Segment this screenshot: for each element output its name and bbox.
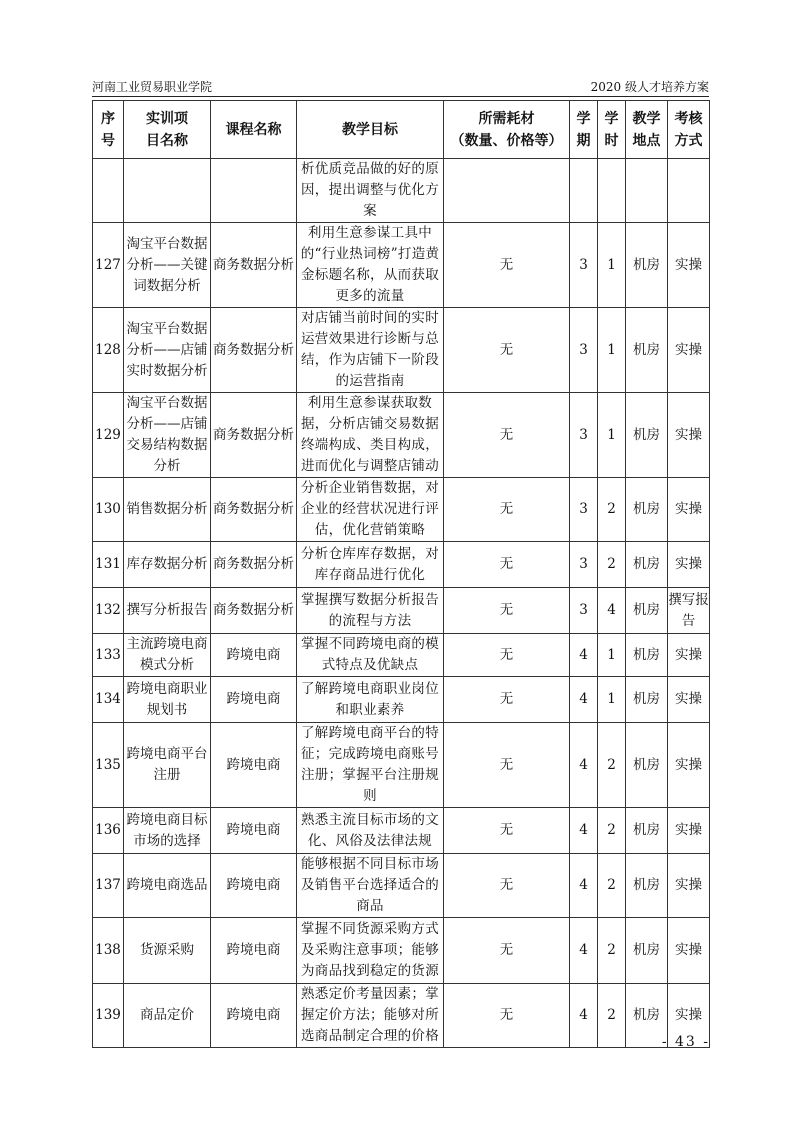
table-row: 132 撰写分析报告 商务数据分析 掌握撰写数据分析报告的流程与方法 无 3 4 机房 撰写报告 [93, 588, 710, 634]
col-hours: 学 时 [598, 101, 626, 159]
table-row: 128 淘宝平台数据分析——店铺实时数据分析 商务数据分析 对店铺当前时间的实时运营效果进行诊断与总结，作为店铺下一阶段的运营指南 无 3 1 机房 实操 [93, 308, 710, 393]
table-row: 134 跨境电商职业规划书 跨境电商 了解跨境电商职业岗位和职业素养 无 4 1 机房 实操 [93, 677, 710, 723]
table-row-continuation [93, 159, 710, 223]
continuation-goal: 析优质竞品做的好的原因，提出调整与优化方案 [297, 159, 444, 223]
training-table [92, 100, 710, 1048]
table-header-row [93, 101, 710, 159]
table-row: 138 货源采购 跨境电商 掌握不同货源采购方式及采购注意事项；能够为商品找到稳定的货源 无 4 2 机房 实操 [93, 918, 710, 984]
table-row: 137 跨境电商选品 跨境电商 能够根据不同目标市场及销售平台选择适合的商品 无 4 2 机房 实操 [93, 854, 710, 918]
page-number: - 43 - [661, 1034, 710, 1050]
table-row: 129 淘宝平台数据分析——店铺交易结构数据分析 商务数据分析 利用生意参谋获取数据，分析店铺交易数据终端构成、类目构成，进而优化与调整店铺动 无 3 1 机房 实操 [93, 393, 710, 478]
page-header [92, 76, 709, 97]
table-row: 133 主流跨境电商模式分析 跨境电商 掌握不同跨境电商的模式特点及优缺点 无 4 1 机房 实操 [93, 634, 710, 677]
col-goal: 教学目标 [297, 101, 444, 159]
table-row: 131 库存数据分析 商务数据分析 分析仓库库存数据，对库存商品进行优化 无 3 2 机房 实操 [93, 542, 710, 588]
col-materials: 所需耗材 （数量、价格等） [444, 101, 570, 159]
table-row: 135 跨境电商平台注册 跨境电商 了解跨境电商平台的特征；完成跨境电商账号注册；掌握平台注册规则 无 4 2 机房 实操 [93, 723, 710, 808]
col-term: 学 期 [570, 101, 598, 159]
table-row: 136 跨境电商目标市场的选择 跨境电商 熟悉主流目标市场的文化、风俗及法律法规 无 4 2 机房 实操 [93, 808, 710, 854]
col-seq: 序 号 [93, 101, 124, 159]
col-course: 课程名称 [211, 101, 297, 159]
table-row: 130 销售数据分析 商务数据分析 分析企业销售数据，对企业的经营状况进行评估，优化营销策略 无 3 2 机房 实操 [93, 478, 710, 542]
col-project: 实训项 目名称 [124, 101, 211, 159]
col-place: 教学 地点 [626, 101, 668, 159]
col-assess: 考核 方式 [668, 101, 710, 159]
header-school: 河南工业贸易职业学院 [92, 80, 213, 94]
table-row: 127 淘宝平台数据分析——关键词数据分析 商务数据分析 利用生意参谋工具中的“行业热词榜”打造黄金标题名称，从而获取更多的流量 无 3 1 机房 实操 [93, 223, 710, 308]
header-doc-title: 2020 级人才培养方案 [590, 80, 709, 94]
table-row: 139 商品定价 跨境电商 熟悉定价考量因素；掌握定价方法；能够对所选商品制定合理的价格 无 4 2 机房 实操 [93, 984, 710, 1048]
